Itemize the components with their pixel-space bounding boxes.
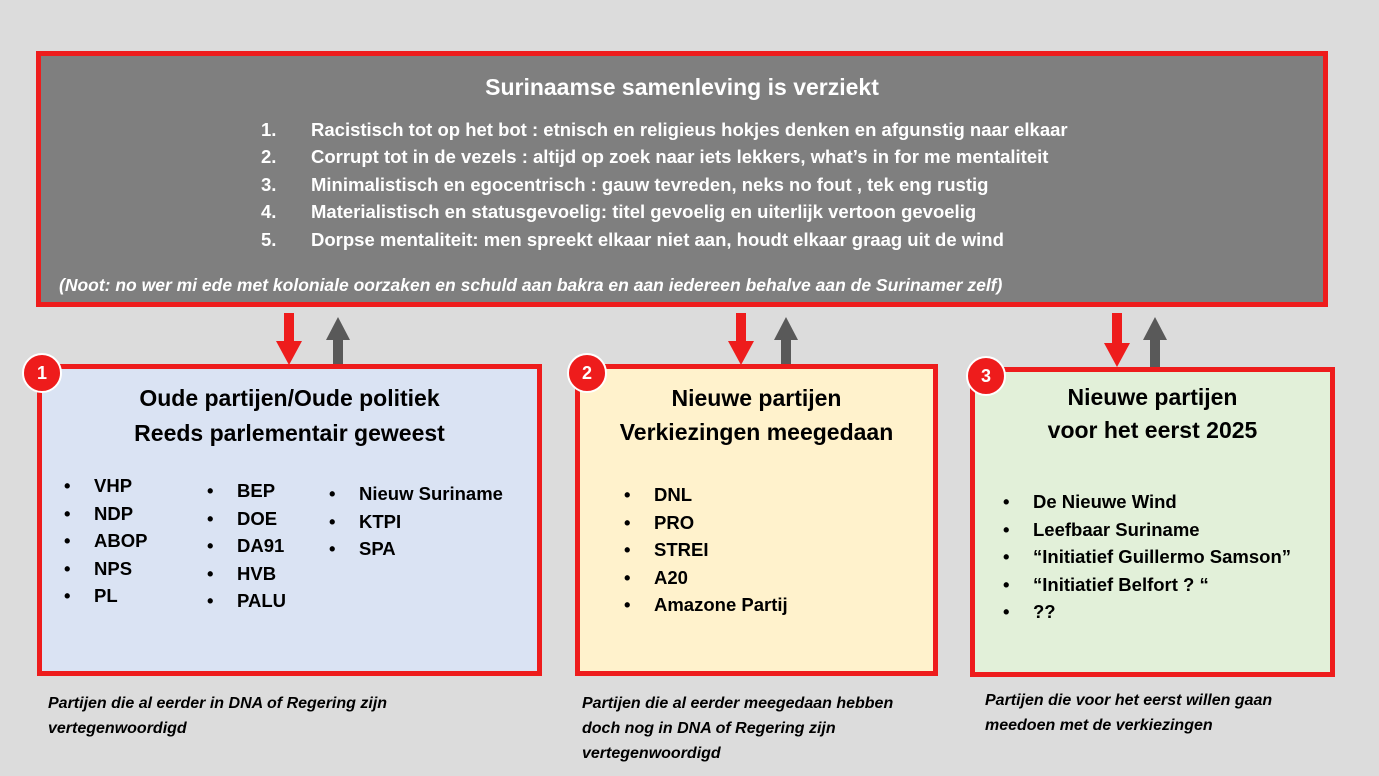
problem-note: (Noot: no wer mi ede met koloniale oorzaken en schuld aan bakra en aan iedereen behalve aan de Surinamer zelf) bbox=[59, 275, 1003, 295]
list-item: • VHP bbox=[64, 475, 133, 496]
problem-box bbox=[36, 51, 1328, 307]
list-item: • KTPI bbox=[329, 510, 402, 532]
list-item: • STREI bbox=[624, 539, 709, 560]
number-badge: 1 bbox=[22, 353, 62, 393]
party-list bbox=[327, 480, 503, 563]
problem-item: 3. Minimalistisch en egocentrisch : gauw tevreden, neks no fout , tek eng rustig bbox=[261, 173, 989, 195]
caption: Partijen die al eerder meegedaan hebben doch nog in DNA of Regering zijn vertegenwoordigd bbox=[582, 695, 894, 762]
number-badge: 2 bbox=[567, 353, 607, 393]
problem-item: 1. Racistisch tot op het bot : etnisch en religieus hokjes denken en afgunstig naar elkaar bbox=[261, 119, 1068, 140]
list-item: • Nieuw Suriname bbox=[329, 483, 503, 504]
box-subtitle: Verkiezingen meegedaan bbox=[619, 419, 894, 445]
party-list bbox=[62, 472, 147, 610]
list-item: • PALU bbox=[207, 590, 286, 611]
list-item: • DA91 bbox=[207, 535, 285, 556]
box-title: Nieuwe partijen bbox=[1067, 384, 1238, 410]
list-item: • NPS bbox=[64, 557, 133, 579]
list-item: • ?? bbox=[1003, 601, 1056, 622]
down-arrow-icon bbox=[274, 313, 304, 367]
box-subtitle: Reeds parlementair geweest bbox=[134, 420, 445, 446]
list-item: • De Nieuwe Wind bbox=[1003, 491, 1177, 512]
box-title: Nieuwe partijen bbox=[671, 385, 842, 411]
list-item: • Leefbaar Suriname bbox=[1003, 518, 1200, 540]
box-title: Oude partijen/Oude politiek bbox=[139, 385, 440, 411]
new-parties-box bbox=[575, 364, 938, 676]
list-item: • “Initiatief Belfort ? “ bbox=[1003, 573, 1209, 595]
party-list bbox=[1001, 488, 1291, 626]
list-item: • DNL bbox=[624, 484, 693, 505]
list-item: • Amazone Partij bbox=[624, 594, 788, 615]
up-arrow-icon bbox=[1141, 316, 1169, 368]
number-badge: 3 bbox=[966, 356, 1006, 396]
list-item: • SPA bbox=[329, 538, 396, 559]
old-parties-box bbox=[37, 364, 542, 676]
up-arrow-icon bbox=[772, 316, 800, 366]
problem-title: Surinaamse samenleving is verziekt bbox=[485, 74, 879, 100]
problem-item: 5. Dorpse mentaliteit: men spreekt elkaar niet aan, houdt elkaar graag uit de wind bbox=[261, 228, 1004, 250]
box-subtitle: voor het eerst 2025 bbox=[1047, 417, 1258, 443]
caption: Partijen die al eerder in DNA of Regering zijn vertegenwoordigd bbox=[48, 695, 388, 737]
problem-item: 4. Materialistisch en statusgevoelig: titel gevoelig en uiterlijk vertoon gevoelig bbox=[261, 201, 977, 223]
list-item: • NDP bbox=[64, 502, 134, 524]
party-list bbox=[205, 477, 286, 615]
list-item: • A20 bbox=[624, 566, 688, 588]
party-list bbox=[622, 481, 788, 619]
list-item: • HVB bbox=[207, 562, 277, 584]
list-item: • PL bbox=[64, 585, 118, 606]
list-item: • ABOP bbox=[64, 530, 148, 551]
list-item: • BEP bbox=[207, 480, 276, 501]
up-arrow-icon bbox=[324, 316, 352, 366]
down-arrow-icon bbox=[726, 313, 756, 367]
caption: Partijen die voor het eerst willen gaan meedoen met de verkiezingen bbox=[985, 692, 1273, 734]
list-item: • PRO bbox=[624, 511, 695, 533]
problem-item: 2. Corrupt tot in de vezels : altijd op zoek naar iets lekkers, what’s in for me mentaliteit bbox=[261, 146, 1049, 168]
down-arrow-icon bbox=[1102, 313, 1132, 369]
list-item: • “Initiatief Guillermo Samson” bbox=[1003, 546, 1292, 567]
list-item: • DOE bbox=[207, 507, 278, 529]
first-time-parties-box bbox=[970, 367, 1335, 677]
problem-list bbox=[261, 116, 1068, 253]
